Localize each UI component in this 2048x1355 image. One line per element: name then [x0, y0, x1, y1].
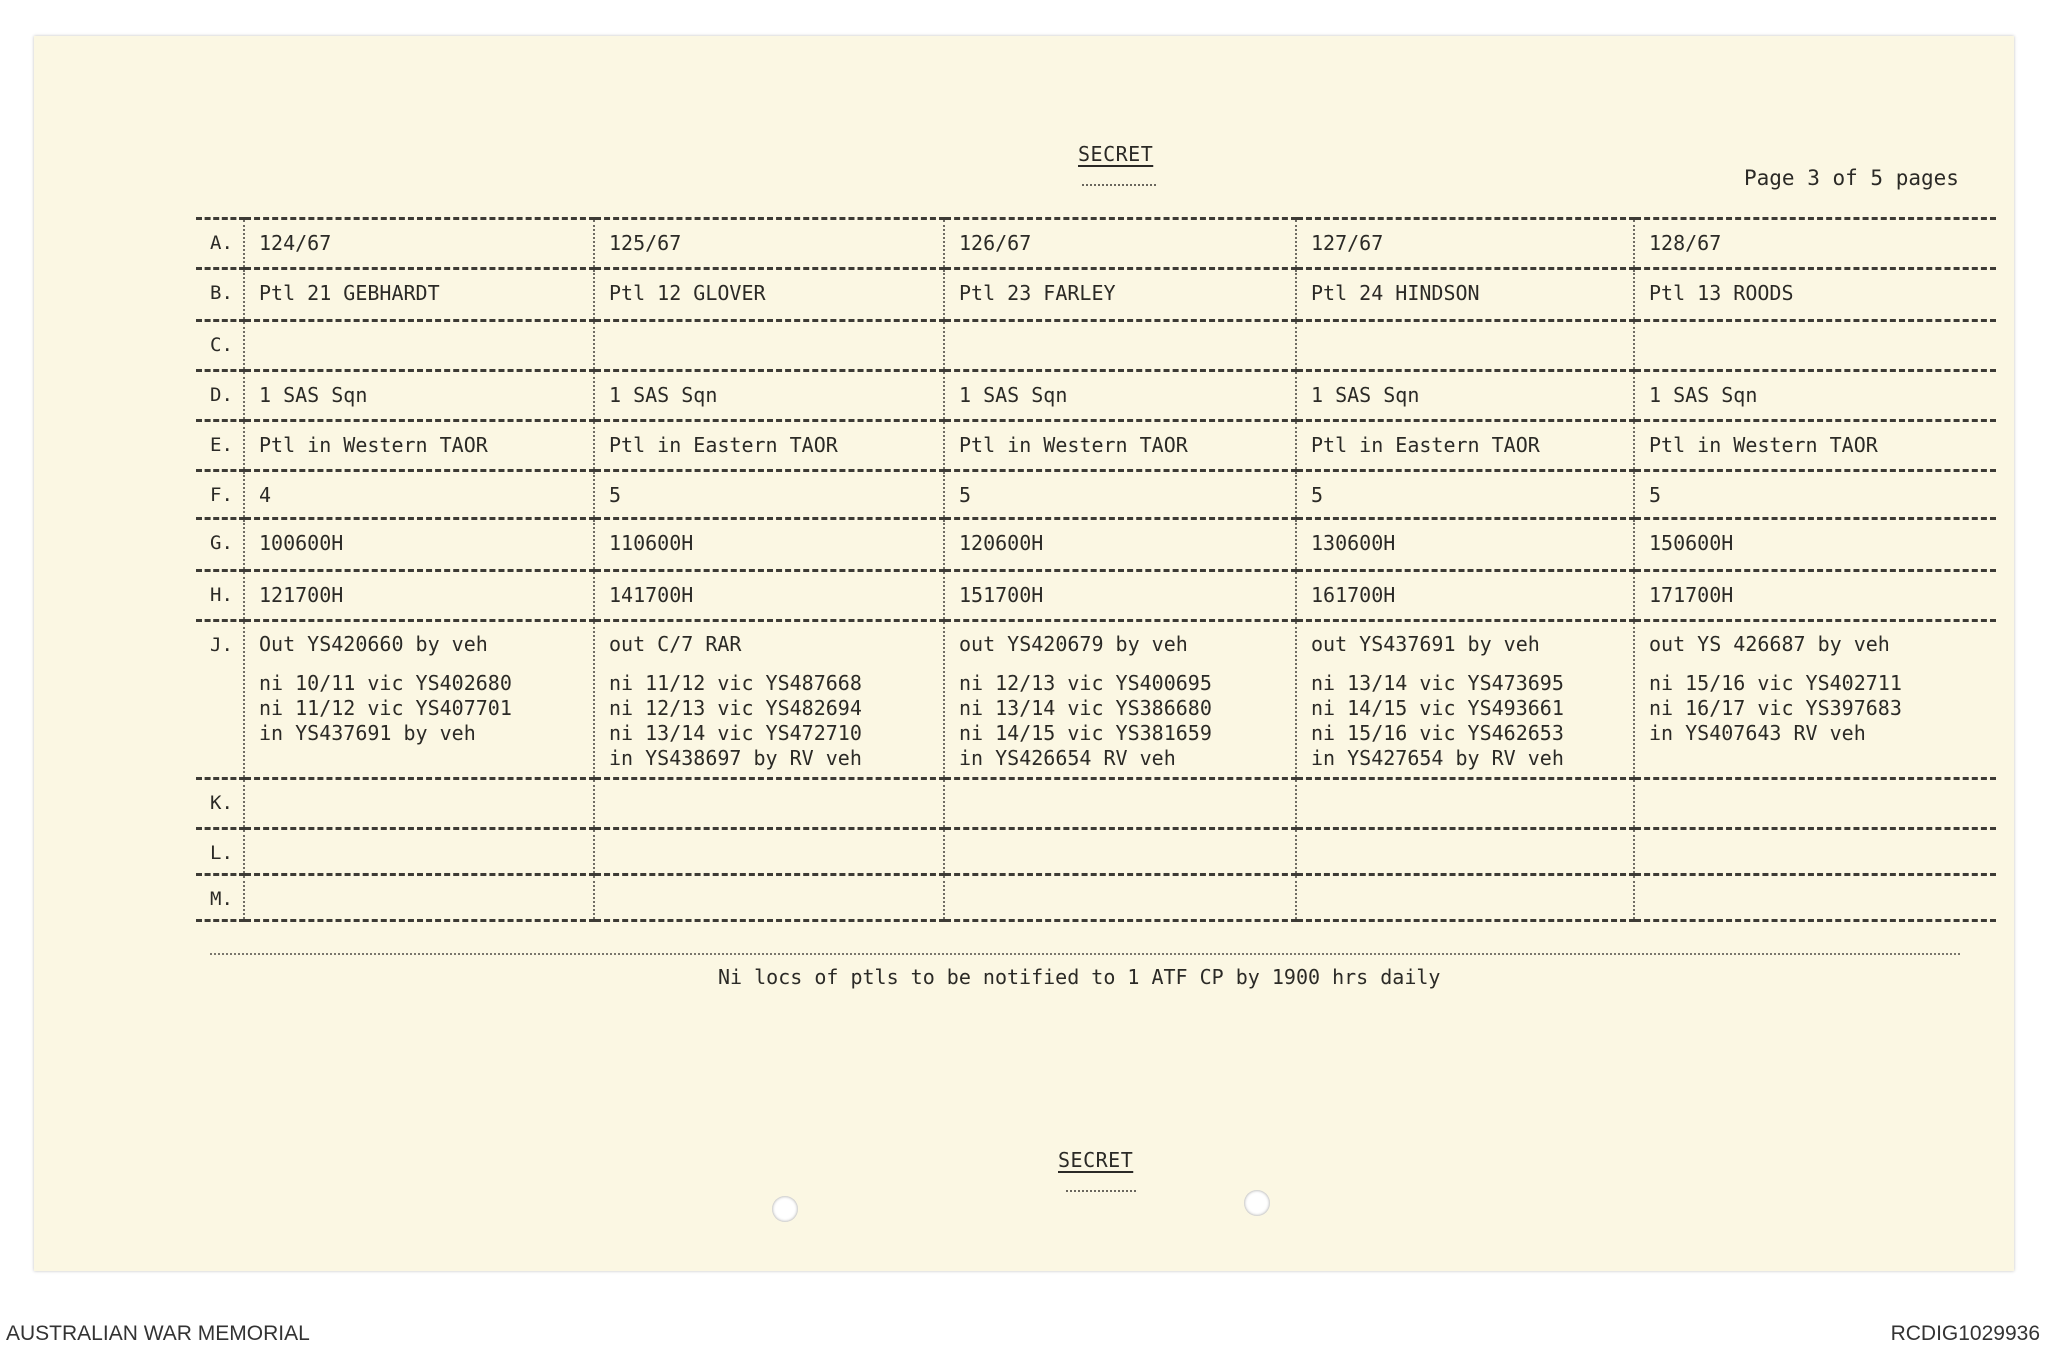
cell-text: Ptl in Western TAOR	[259, 433, 488, 457]
table-cell	[594, 321, 944, 371]
cell-text: 128/67	[1649, 231, 1722, 255]
row-label: C.	[196, 321, 244, 371]
cell-text: 141700H	[609, 583, 694, 607]
cell-line: out YS420679 by veh	[959, 632, 1188, 656]
row-label: G.	[196, 519, 244, 571]
cell-text: Ptl in Eastern TAOR	[609, 433, 838, 457]
table-cell	[244, 829, 594, 875]
table-cell	[1634, 519, 1996, 571]
table-cell	[1634, 371, 1996, 421]
cell-line: ni 10/11 vic YS402680	[259, 671, 512, 695]
cell-line: ni 12/13 vic YS400695	[959, 671, 1212, 695]
cell-line: ni 11/12 vic YS407701	[259, 696, 512, 720]
cell-line: ni 13/14 vic YS473695	[1311, 671, 1564, 695]
cell-text: Ptl 12 GLOVER	[609, 281, 766, 305]
table-cell	[944, 421, 1296, 471]
table-cell	[1296, 471, 1634, 519]
table-cell	[244, 621, 594, 779]
cell-line: ni 11/12 vic YS487668	[609, 671, 862, 695]
table-row	[196, 875, 1996, 921]
table-cell	[594, 875, 944, 921]
table-cell	[944, 875, 1296, 921]
table-cell	[244, 269, 594, 321]
cell-text: 171700H	[1649, 583, 1734, 607]
table-cell	[1634, 269, 1996, 321]
cell-text: 5	[959, 483, 972, 507]
table-cell	[594, 779, 944, 829]
cell-text: Ptl 24 HINDSON	[1311, 281, 1480, 305]
cell-line: in YS407643 RV veh	[1649, 721, 1866, 745]
table-row	[196, 519, 1996, 571]
table-row	[196, 571, 1996, 621]
cell-line: ni 14/15 vic YS381659	[959, 721, 1212, 745]
table-row	[196, 219, 1996, 269]
table-cell	[1634, 779, 1996, 829]
table-cell	[244, 371, 594, 421]
table-cell	[1634, 571, 1996, 621]
table-cell	[1296, 621, 1634, 779]
table-cell	[594, 471, 944, 519]
cell-text: Ptl in Eastern TAOR	[1311, 433, 1540, 457]
cell-text: 1 SAS Sqn	[609, 383, 718, 407]
cell-text: 150600H	[1649, 531, 1734, 555]
table-cell	[594, 621, 944, 779]
cell-line: in YS427654 by RV veh	[1311, 746, 1564, 770]
dash-rule	[1066, 1190, 1136, 1192]
row-label: F.	[196, 471, 244, 519]
cell-text: 1 SAS Sqn	[259, 383, 368, 407]
table-cell	[944, 269, 1296, 321]
cell-text: 130600H	[1311, 531, 1396, 555]
table-row	[196, 371, 1996, 421]
table-cell	[1296, 269, 1634, 321]
punch-hole	[772, 1196, 798, 1222]
cell-line: Out YS420660 by veh	[259, 632, 488, 656]
table-cell	[944, 779, 1296, 829]
table-cell	[594, 269, 944, 321]
cell-text: Ptl 13 ROODS	[1649, 281, 1794, 305]
table-cell	[244, 519, 594, 571]
cell-text: Ptl 21 GEBHARDT	[259, 281, 440, 305]
table-cell	[1296, 321, 1634, 371]
table-cell	[944, 571, 1296, 621]
table-cell	[244, 779, 594, 829]
cell-text: 100600H	[259, 531, 344, 555]
table-row	[196, 421, 1996, 471]
table-cell	[594, 571, 944, 621]
cell-text: 1 SAS Sqn	[959, 383, 1068, 407]
table-cell	[594, 519, 944, 571]
cell-text: 121700H	[259, 583, 344, 607]
cell-line: ni 16/17 vic YS397683	[1649, 696, 1902, 720]
classification-top: SECRET	[1078, 142, 1154, 166]
table-cell	[1634, 875, 1996, 921]
table-cell	[1634, 829, 1996, 875]
cell-line: ni 15/16 vic YS402711	[1649, 671, 1902, 695]
cell-text: 5	[609, 483, 622, 507]
cell-text: 126/67	[959, 231, 1032, 255]
cell-text: 124/67	[259, 231, 332, 255]
table-cell	[244, 321, 594, 371]
punch-hole	[1244, 1190, 1270, 1216]
table-cell	[944, 371, 1296, 421]
archive-name: AUSTRALIAN WAR MEMORIAL	[6, 1322, 310, 1345]
table-cell	[944, 219, 1296, 269]
cell-line: out C/7 RAR	[609, 632, 742, 656]
table-cell	[594, 421, 944, 471]
cell-text: Ptl 23 FARLEY	[959, 281, 1116, 305]
cell-text: 127/67	[1311, 231, 1384, 255]
patrol-table	[196, 217, 1996, 922]
row-label: L.	[196, 829, 244, 875]
cell-line: in YS437691 by veh	[259, 721, 476, 745]
table-cell	[1296, 421, 1634, 471]
cell-text: 5	[1649, 483, 1662, 507]
classification-bottom: SECRET	[1058, 1148, 1134, 1172]
cell-line: ni 13/14 vic YS472710	[609, 721, 862, 745]
table-cell	[244, 875, 594, 921]
row-label: H.	[196, 571, 244, 621]
row-label: A.	[196, 219, 244, 269]
table-cell	[944, 829, 1296, 875]
table-cell	[944, 621, 1296, 779]
table-cell	[1296, 371, 1634, 421]
table-cell	[1634, 471, 1996, 519]
cell-line: ni 13/14 vic YS386680	[959, 696, 1212, 720]
table-cell	[1634, 219, 1996, 269]
cell-line: ni 15/16 vic YS462653	[1311, 721, 1564, 745]
table-cell	[1634, 621, 1996, 779]
table-cell	[944, 471, 1296, 519]
table-row	[196, 471, 1996, 519]
table-cell	[1296, 519, 1634, 571]
footnote: Ni locs of ptls to be notified to 1 ATF CP by 1900 hrs daily	[718, 965, 1441, 989]
page-indicator: Page 3 of 5 pages	[1744, 166, 1959, 190]
table-cell	[594, 371, 944, 421]
cell-line: in YS438697 by RV veh	[609, 746, 862, 770]
table-row	[196, 621, 1996, 779]
table-row	[196, 829, 1996, 875]
cell-text: 110600H	[609, 531, 694, 555]
row-label: M.	[196, 875, 244, 921]
table-cell	[244, 571, 594, 621]
table-cell	[1296, 829, 1634, 875]
cell-text: Ptl in Western TAOR	[1649, 433, 1878, 457]
table-cell	[944, 519, 1296, 571]
archive-id: RCDIG1029936	[1890, 1322, 2040, 1345]
table-cell	[594, 829, 944, 875]
cell-line: out YS 426687 by veh	[1649, 632, 1890, 656]
cell-text: 5	[1311, 483, 1324, 507]
table-cell	[1634, 321, 1996, 371]
cell-line: out YS437691 by veh	[1311, 632, 1540, 656]
cell-text: 125/67	[609, 231, 682, 255]
cell-line: in YS426654 RV veh	[959, 746, 1176, 770]
table-cell	[1296, 219, 1634, 269]
row-label: E.	[196, 421, 244, 471]
table-cell	[1634, 421, 1996, 471]
row-label: D.	[196, 371, 244, 421]
table-cell	[1296, 571, 1634, 621]
table-cell	[594, 219, 944, 269]
cell-line: ni 14/15 vic YS493661	[1311, 696, 1564, 720]
cell-text: 161700H	[1311, 583, 1396, 607]
row-label: J.	[196, 621, 244, 779]
table-cell	[244, 471, 594, 519]
table-row	[196, 321, 1996, 371]
dotted-rule	[210, 953, 1960, 955]
row-label: B.	[196, 269, 244, 321]
cell-text: 1 SAS Sqn	[1311, 383, 1420, 407]
cell-text: 120600H	[959, 531, 1044, 555]
row-label: K.	[196, 779, 244, 829]
cell-text: 4	[259, 483, 272, 507]
table-cell	[944, 321, 1296, 371]
table-row	[196, 269, 1996, 321]
table-cell	[244, 421, 594, 471]
cell-text: 1 SAS Sqn	[1649, 383, 1758, 407]
cell-line: ni 12/13 vic YS482694	[609, 696, 862, 720]
cell-text: Ptl in Western TAOR	[959, 433, 1188, 457]
table-cell	[1296, 779, 1634, 829]
table-row	[196, 779, 1996, 829]
table-cell	[244, 219, 594, 269]
dash-rule	[1082, 184, 1156, 186]
cell-text: 151700H	[959, 583, 1044, 607]
table-cell	[1296, 875, 1634, 921]
